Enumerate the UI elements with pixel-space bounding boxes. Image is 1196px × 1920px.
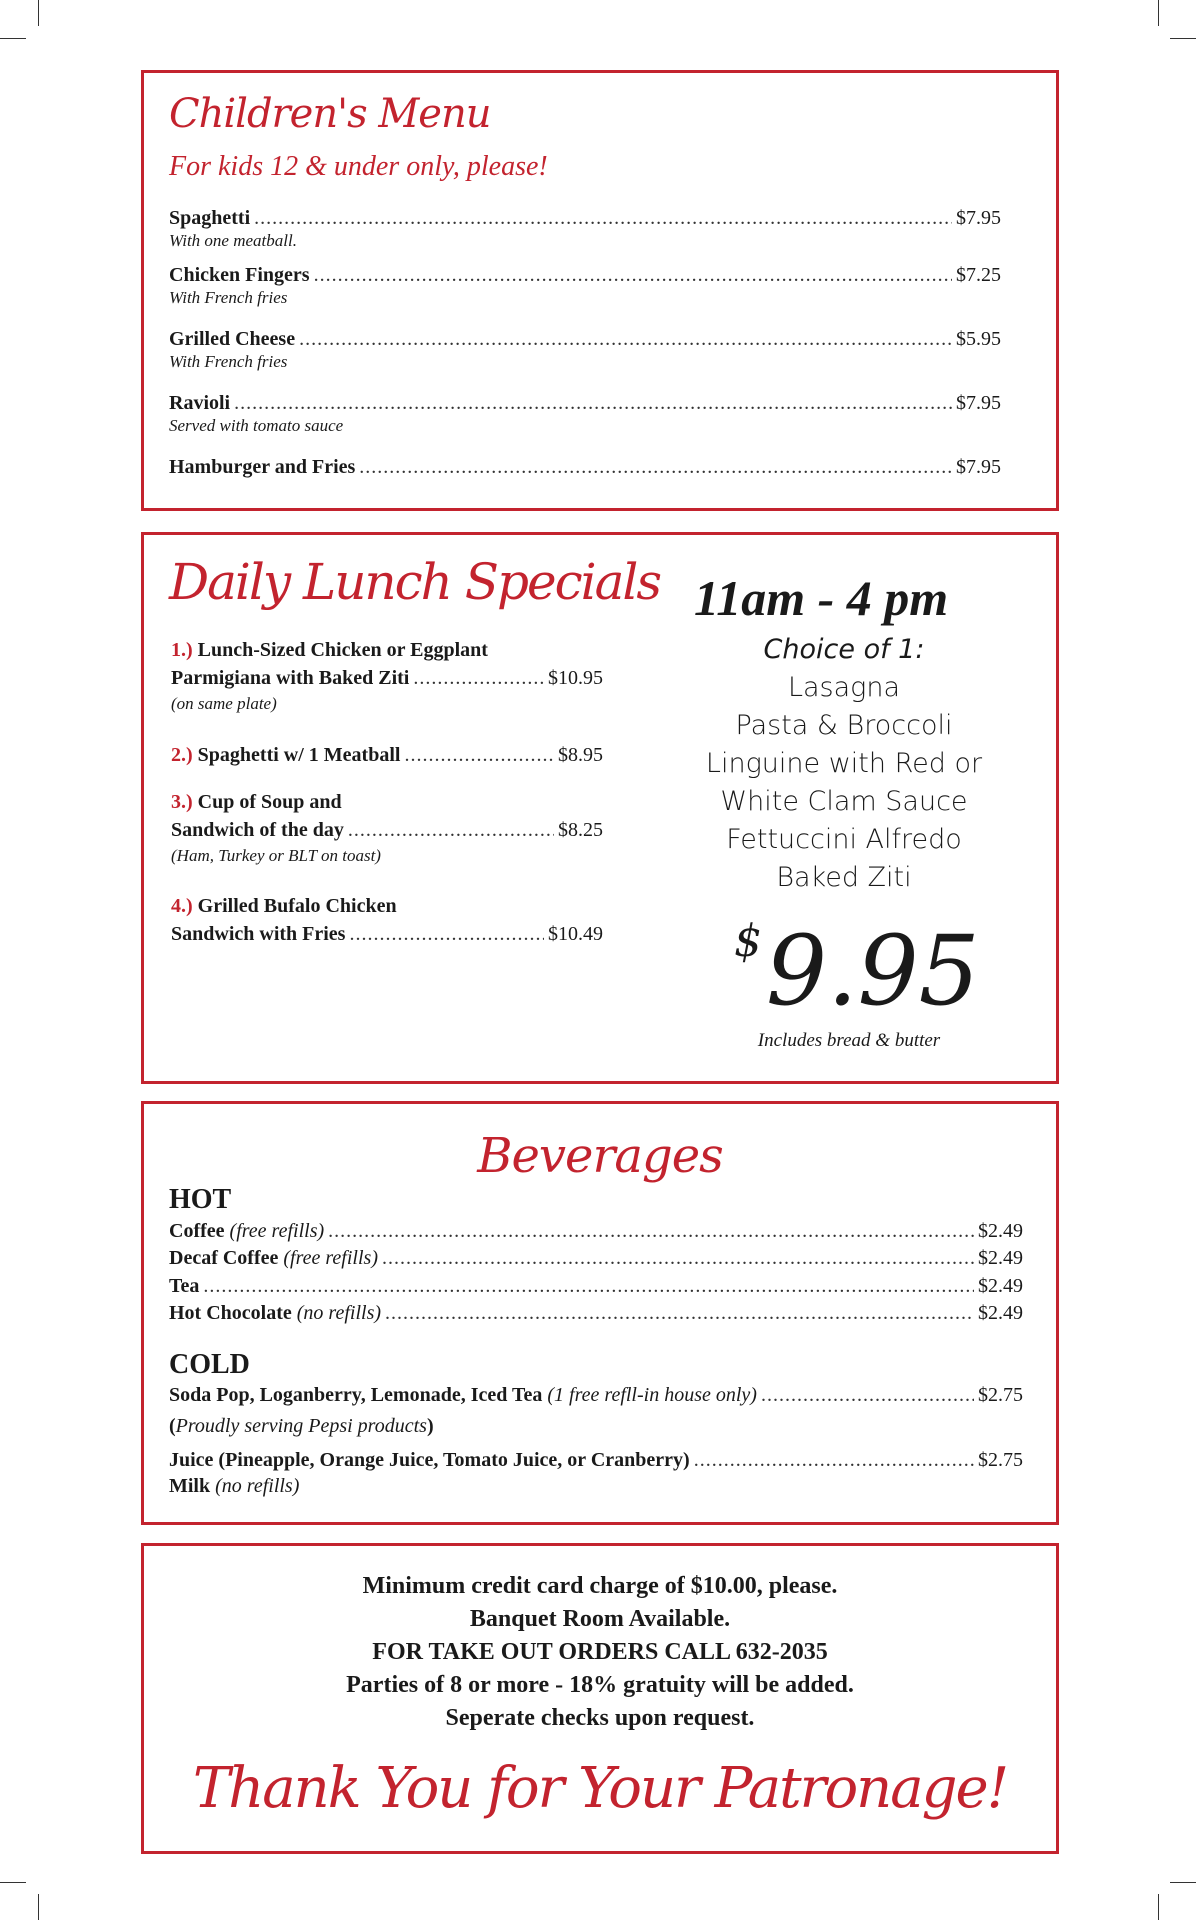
special-name-line2: Sandwich with Fries xyxy=(171,923,346,945)
beverage-name: Tea xyxy=(169,1275,200,1297)
special-number: 1.) xyxy=(171,639,193,661)
item-description: Served with tomato sauce xyxy=(169,416,344,435)
beverage-name: Soda Pop, Loganberry, Lemonade, Iced Tea xyxy=(169,1384,543,1406)
price-value: 9.95 xyxy=(766,915,980,1027)
beverage-name: Juice (Pineapple, Orange Juice, Tomato Juice, or Cranberry) xyxy=(169,1449,690,1471)
beverages-title: Beverages xyxy=(477,1128,723,1184)
beverage-name: Hot Chocolate xyxy=(169,1302,292,1324)
menu-item xyxy=(169,392,1001,436)
beverage-price: $2.49 xyxy=(978,1302,1023,1324)
special-note: (on same plate) xyxy=(171,694,277,713)
beverage-item xyxy=(169,1247,1023,1270)
beverage-item xyxy=(169,1275,1023,1298)
item-description: With French fries xyxy=(169,352,288,371)
special-name-line1: Grilled Bufalo Chicken xyxy=(197,895,397,917)
special-note: (Ham, Turkey or BLT on toast) xyxy=(171,846,381,865)
menu-item xyxy=(169,207,1001,251)
crop-mark xyxy=(1170,1882,1196,1883)
crop-mark xyxy=(38,0,39,26)
lunch-specials-section xyxy=(141,532,1059,1084)
policy-line: Seperate checks upon request. xyxy=(445,1705,755,1731)
menu-item xyxy=(169,328,1001,372)
menu-item xyxy=(169,456,1001,479)
special-number: 4.) xyxy=(171,895,193,917)
choice-item: Pasta & Broccoli xyxy=(735,710,953,741)
beverage-note: (free refills) xyxy=(229,1220,325,1242)
special-price: $8.95 xyxy=(558,744,603,766)
choice-heading: Choice of 1: xyxy=(763,634,925,665)
childrens-menu-title: Children's Menu xyxy=(169,91,491,137)
special-number: 2.) xyxy=(171,744,193,766)
special-item xyxy=(171,744,603,767)
item-name: Hamburger and Fries xyxy=(169,456,356,478)
special-number: 3.) xyxy=(171,791,193,813)
crop-mark xyxy=(1158,1894,1159,1920)
policy-line: FOR TAKE OUT ORDERS CALL 632-2035 xyxy=(372,1639,828,1665)
crop-mark xyxy=(0,38,26,39)
beverage-subnote: Proudly serving Pepsi products xyxy=(175,1415,427,1437)
lunch-choices xyxy=(674,631,1014,897)
lunch-hours: 11am - 4 pm xyxy=(694,570,949,626)
choice-item: Linguine with Red or xyxy=(705,748,983,779)
choice-item: White Clam Sauce xyxy=(720,786,968,817)
policy-line: Minimum credit card charge of $10.00, please. xyxy=(362,1573,838,1599)
item-price: $7.95 xyxy=(956,456,1001,478)
item-name: Ravioli xyxy=(169,392,231,414)
item-name: Chicken Fingers xyxy=(169,264,310,286)
beverage-item xyxy=(169,1302,1023,1325)
beverage-note: (free refills) xyxy=(283,1247,378,1269)
choice-item: Lasagna xyxy=(787,672,901,703)
special-item xyxy=(171,639,603,714)
item-name: Grilled Cheese xyxy=(169,328,296,350)
beverage-price: $2.75 xyxy=(978,1449,1023,1471)
crop-mark xyxy=(1158,0,1159,26)
price-currency: $ xyxy=(734,916,762,967)
hot-heading: HOT xyxy=(169,1184,232,1215)
beverage-name: Coffee xyxy=(169,1220,225,1242)
beverage-price: $2.75 xyxy=(978,1384,1023,1406)
beverage-name: Milk xyxy=(169,1475,211,1497)
childrens-menu-section xyxy=(141,70,1059,511)
crop-mark xyxy=(38,1894,39,1920)
thank-you-message: Thank You for Your Patronage! xyxy=(192,1756,1008,1821)
special-price: $10.95 xyxy=(548,667,603,689)
special-name-line2: Spaghetti w/ 1 Meatball xyxy=(197,744,401,766)
info-section xyxy=(141,1543,1059,1854)
special-price: $10.49 xyxy=(548,923,603,945)
item-price: $7.25 xyxy=(956,264,1001,286)
beverage-price: $2.49 xyxy=(978,1247,1023,1269)
lunch-includes-note: Includes bread & butter xyxy=(757,1030,941,1051)
choice-item: Baked Ziti xyxy=(776,862,912,893)
special-name-line2: Sandwich of the day xyxy=(171,819,344,841)
policy-line: Banquet Room Available. xyxy=(469,1606,731,1632)
item-description: With one meatball. xyxy=(169,231,297,250)
choice-item: Fettuccini Alfredo xyxy=(726,824,962,855)
menu-item xyxy=(169,264,1001,308)
special-name-line1: Lunch-Sized Chicken or Eggplant xyxy=(197,639,488,661)
beverage-note: (no refills) xyxy=(215,1475,300,1497)
item-price: $7.95 xyxy=(956,392,1001,414)
beverage-note: (no refills) xyxy=(296,1302,382,1324)
item-price: $7.95 xyxy=(956,207,1001,229)
item-name: Spaghetti xyxy=(169,207,251,229)
beverage-item xyxy=(169,1220,1023,1243)
special-item xyxy=(171,895,603,946)
special-name-line2: Parmigiana with Baked Ziti xyxy=(171,667,410,689)
policy-line: Parties of 8 or more - 18% gratuity will be added. xyxy=(346,1672,854,1698)
special-price: $8.25 xyxy=(558,819,603,841)
crop-mark xyxy=(0,1882,26,1883)
beverages-section xyxy=(141,1101,1059,1525)
policy-lines xyxy=(144,1570,1056,1735)
childrens-menu-subtitle: For kids 12 & under only, please! xyxy=(169,151,548,182)
crop-mark xyxy=(1170,38,1196,39)
beverage-price: $2.49 xyxy=(978,1275,1023,1297)
beverage-name: Decaf Coffee xyxy=(169,1247,279,1269)
lunch-price xyxy=(734,915,980,1027)
beverage-item xyxy=(169,1449,1023,1498)
beverage-item: Soda Pop, Loganberry, Lemonade, Iced Tea (1 free refll-in house only) ..... $2.75 (Proudly serving Pepsi products) xyxy=(169,1384,1023,1438)
special-name-line1: Cup of Soup and xyxy=(197,791,342,813)
cold-heading: COLD xyxy=(169,1349,250,1380)
beverage-note: (1 free refll-in house only) xyxy=(547,1384,757,1406)
beverage-price: $2.49 xyxy=(978,1220,1023,1242)
item-price: $5.95 xyxy=(956,328,1001,350)
special-item xyxy=(171,791,603,866)
item-description: With French fries xyxy=(169,288,288,307)
lunch-specials-title: Daily Lunch Specials xyxy=(169,553,661,611)
